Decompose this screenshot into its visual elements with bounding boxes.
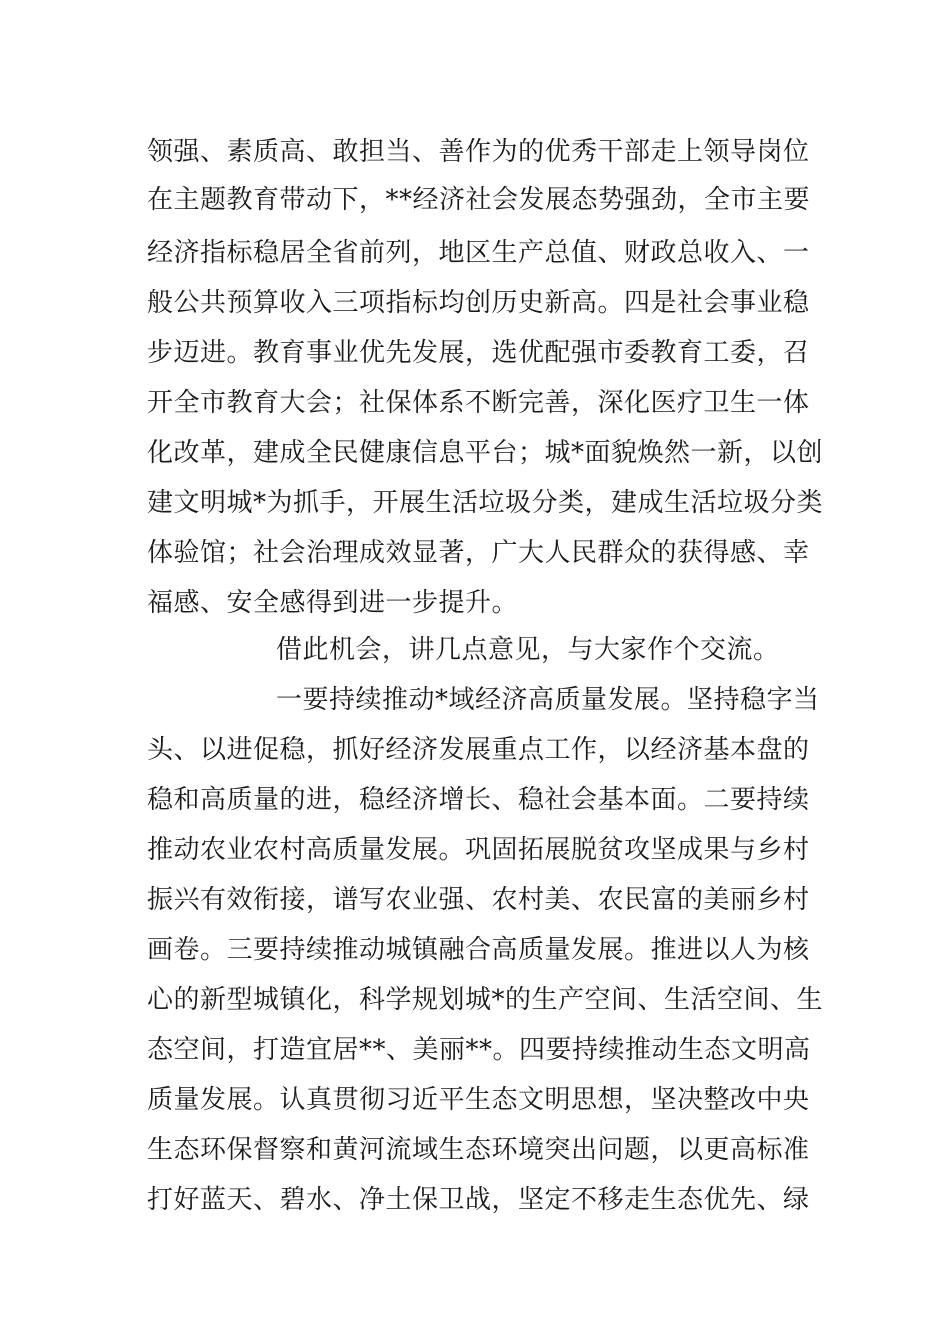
text-line: 打好蓝天、碧水、净土保卫战，坚定不移走生态优先、绿 <box>147 1185 810 1215</box>
text-line: 振兴有效衔接，谱写农业强、农村美、农民富的美丽乡村 <box>147 885 810 915</box>
text-line: 在主题教育带动下，**经济社会发展态势强劲，全市主要 <box>147 185 811 215</box>
text-line: 稳和高质量的进，稳经济增长、稳社会基本面。二要持续 <box>147 785 810 815</box>
text-line: 经济指标稳居全省前列，地区生产总值、财政总收入、一 <box>147 238 810 268</box>
text-line: 画卷。三要持续推动城镇融合高质量发展。推进以人为核 <box>147 935 810 965</box>
text-line: 福感、安全感得到进一步提升。 <box>147 588 519 618</box>
paragraph-line: 借此机会，讲几点意见，与大家作个交流。 <box>276 635 780 665</box>
text-line: 建文明城*为抓手，开展生活垃圾分类，建成生活垃圾分类 <box>147 488 824 518</box>
text-line: 体验馆；社会治理成效显著，广大人民群众的获得感、幸 <box>147 538 810 568</box>
text-line: 领强、素质高、敢担当、善作为的优秀干部走上领导岗位 <box>147 137 810 167</box>
text-line: 态空间，打造宜居**、美丽**。四要持续推动生态文明高 <box>147 1035 811 1065</box>
paragraph-line: 一要持续推动*域经济高质量发展。坚持稳字当 <box>276 685 820 715</box>
text-line: 开全市教育大会；社保体系不断完善，深化医疗卫生一体 <box>147 388 810 418</box>
text-line: 质量发展。认真贯彻习近平生态文明思想，坚决整改中央 <box>147 1085 810 1115</box>
text-line: 心的新型城镇化，科学规划城*的生产空间、生活空间、生 <box>147 985 824 1015</box>
text-line: 生态环保督察和黄河流域生态环境突出问题，以更高标准 <box>147 1135 810 1165</box>
text-line: 推动农业农村高质量发展。巩固拓展脱贫攻坚成果与乡村 <box>147 835 810 865</box>
text-line: 般公共预算收入三项指标均创历史新高。四是社会事业稳 <box>147 288 810 318</box>
text-line: 化改革，建成全民健康信息平台；城*面貌焕然一新，以创 <box>147 438 824 468</box>
text-line: 头、以进促稳，抓好经济发展重点工作，以经济基本盘的 <box>147 735 810 765</box>
text-line: 步迈进。教育事业优先发展，选优配强市委教育工委，召 <box>147 338 810 368</box>
